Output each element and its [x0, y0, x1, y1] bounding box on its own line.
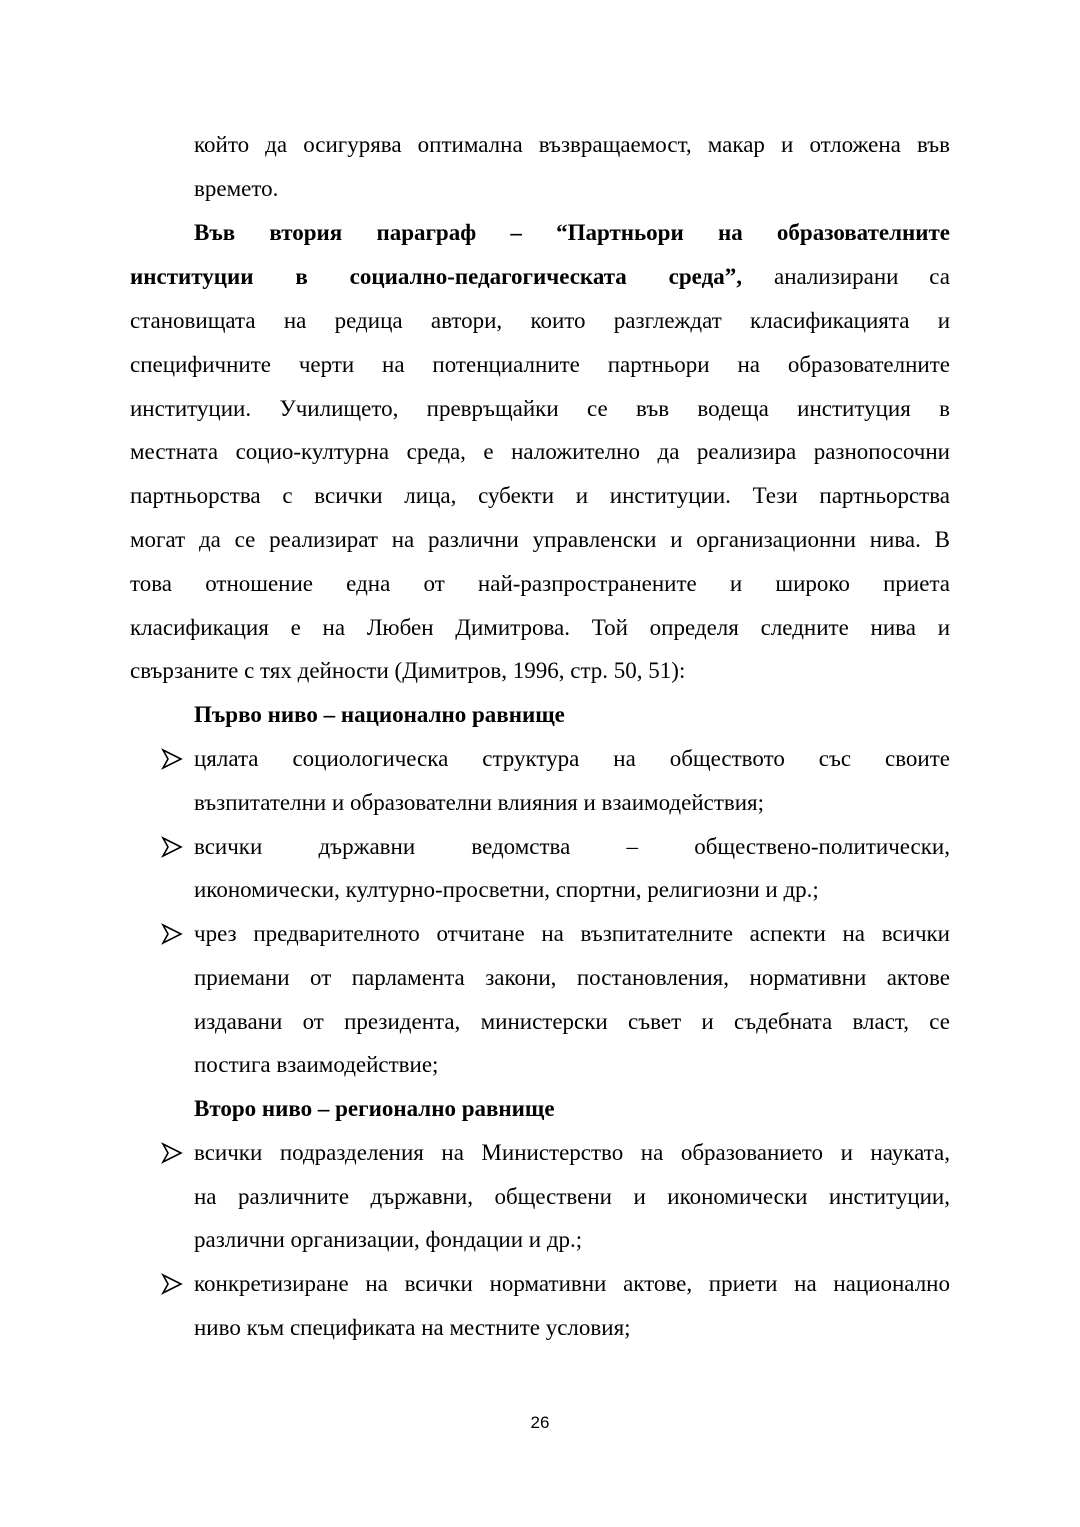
list-item-line: различни организации, фондации и др.;: [194, 1227, 583, 1252]
section-intro-bold-line: Във втория параграф – “Партньори на образователните: [194, 220, 950, 245]
word: са: [929, 264, 950, 289]
list-item-line: възпитателни и образователни влияния и взаимодействия;: [194, 790, 765, 815]
list-item-line: чрез предварителното отчитане на възпитателните аспекти на всички: [194, 921, 950, 946]
level-heading: Първо ниво – национално равнище: [194, 702, 565, 727]
list-item-line: конкретизиране на всички нормативни актове, приети на национално: [194, 1271, 950, 1296]
list-item-line: всички подразделения на Министерство на образованието и науката,: [194, 1140, 950, 1165]
arrowhead-bullet-icon: [161, 836, 183, 858]
list-item-line: издавани от президента, министерски съвет и съдебната власт, се: [194, 1009, 950, 1034]
list-item-line: цялата социологическа структура на обществото със своите: [194, 746, 950, 771]
arrowhead-bullet-icon: [161, 1273, 183, 1295]
bold-word: социално-педагогическата: [349, 264, 627, 289]
list-item-line: приемани от парламента закони, постановления, нормативни актове: [194, 965, 950, 990]
body-text-line: свързаните с тях дейности (Димитров, 1996, стр. 50, 51):: [130, 658, 686, 683]
body-text-line: това отношение една от най-разпространените и широко приета: [130, 571, 950, 596]
body-text-line: времето.: [194, 176, 279, 201]
level-heading: Второ ниво – регионално равнище: [194, 1096, 555, 1121]
body-text-line: становищата на редица автори, които разглеждат класификацията и: [130, 308, 950, 333]
bold-word: среда”,: [668, 264, 742, 289]
arrowhead-bullet-icon: [161, 1142, 183, 1164]
bold-word: в: [295, 264, 308, 289]
list-item-line: постига взаимодействие;: [194, 1052, 439, 1077]
bold-word: институции: [130, 264, 254, 289]
body-text-line: могат да се реализират на различни управленски и организационни нива. В: [130, 527, 950, 552]
body-text-fragment: [774, 262, 950, 292]
page-number: 26: [530, 1413, 550, 1432]
arrowhead-bullet-icon: [161, 923, 183, 945]
arrowhead-bullet-icon: [161, 748, 183, 770]
list-item-line: икономически, културно-просветни, спортни, религиозни и др.;: [194, 877, 819, 902]
body-text-line: [130, 262, 950, 292]
word: анализирани: [774, 264, 899, 289]
list-item-line: ниво към спецификата на местните условия;: [194, 1315, 631, 1340]
list-item-line: всички държавни ведомства – обществено-политически,: [194, 834, 950, 859]
body-text-line: партньорства с всички лица, субекти и институции. Тези партньорства: [130, 483, 950, 508]
section-title-bold-text: [130, 262, 742, 292]
list-item-line: на различните държавни, обществени и икономически институции,: [194, 1184, 950, 1209]
body-text-line: който да осигурява оптимална възвращаемост, макар и отложена във: [194, 132, 950, 157]
body-text-line: класификация е на Любен Димитрова. Той определя следните нива и: [130, 615, 950, 640]
body-text-line: местната социо-културна среда, е наложително да реализира разнопосочни: [130, 439, 950, 464]
body-text-line: институции. Училището, превръщайки се във водеща институция в: [130, 396, 950, 421]
body-text-line: специфичните черти на потенциалните партньори на образователните: [130, 352, 950, 377]
